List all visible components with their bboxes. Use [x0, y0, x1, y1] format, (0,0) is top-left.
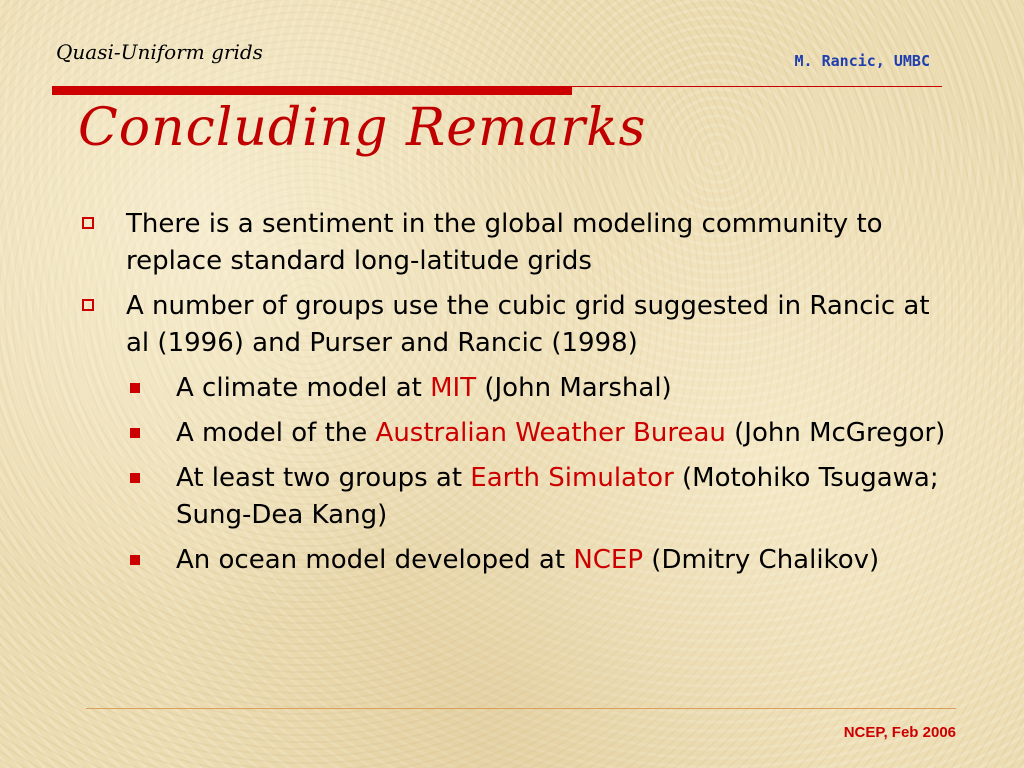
sub-bullet-text-post: (Motohiko Tsugawa; Sung-Dea Kang) [176, 463, 939, 530]
sub-bullet-text-post: (John McGregor) [725, 418, 946, 448]
highlighted-institution: NCEP [573, 545, 644, 575]
highlighted-institution: Australian Weather Bureau [375, 418, 726, 448]
sub-bullet-text-post: (John Marshal) [476, 373, 672, 403]
sub-bullet-text-pre: An ocean model developed at [176, 545, 574, 575]
bullet-text: A number of groups use the cubic grid suggested in Rancic at al (1996) and Purser and Rancic (1998) [126, 291, 930, 358]
filled-square-bullet-icon [130, 473, 140, 483]
sub-bullet-item [78, 370, 958, 407]
sub-bullet-item [78, 542, 958, 579]
sub-bullet-item [78, 415, 958, 452]
bullet-text: There is a sentiment in the global modeling community to replace standard long-latitude grids [126, 209, 883, 276]
sub-bullet-item [78, 460, 958, 534]
filled-square-bullet-icon [130, 555, 140, 565]
slide-footer: NCEP, Feb 2006 [843, 724, 956, 741]
hollow-square-bullet-icon [82, 299, 94, 311]
slide-content [78, 206, 958, 587]
highlighted-institution: Earth Simulator [470, 463, 674, 493]
sub-bullet-text-post: (Dmitry Chalikov) [643, 545, 880, 575]
title-accent-bar [52, 86, 572, 95]
slide-title: Concluding Remarks [78, 98, 647, 158]
hollow-square-bullet-icon [82, 217, 94, 229]
filled-square-bullet-icon [130, 383, 140, 393]
slide-header-topic: Quasi-Uniform grids [56, 40, 263, 64]
bullet-item [78, 206, 958, 280]
footer-divider [86, 708, 956, 709]
sub-bullet-text-pre: At least two groups at [176, 463, 471, 493]
sub-bullet-text-pre: A model of the [176, 418, 376, 448]
sub-bullet-text-pre: A climate model at [176, 373, 431, 403]
highlighted-institution: MIT [430, 373, 477, 403]
bullet-item [78, 288, 958, 362]
filled-square-bullet-icon [130, 428, 140, 438]
slide-header-author: M. Rancic, UMBC [794, 52, 930, 70]
title-accent-line [572, 86, 942, 87]
